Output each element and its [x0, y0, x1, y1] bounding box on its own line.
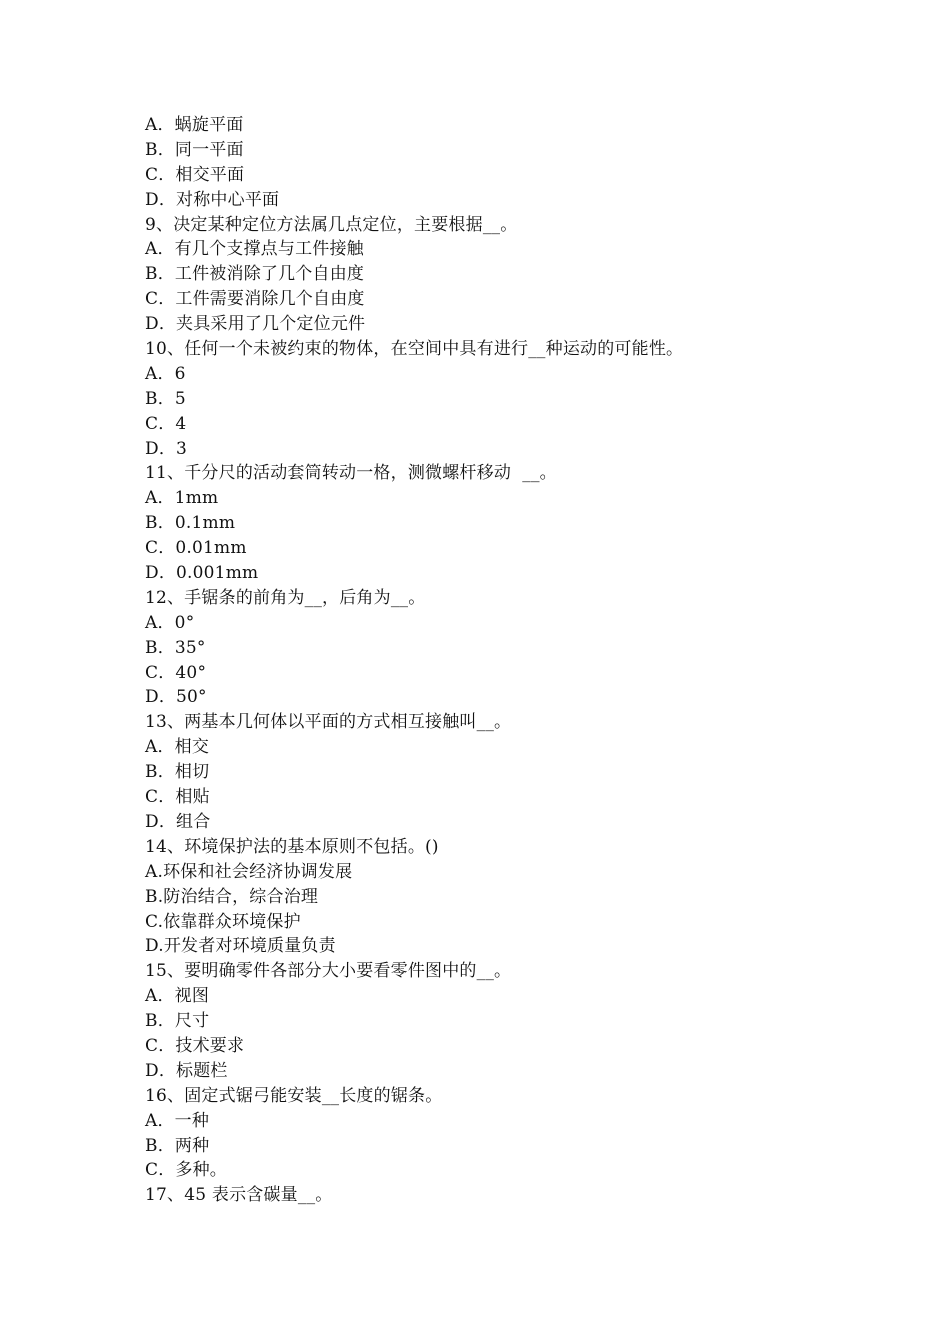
- option-line: A．相交: [145, 737, 210, 758]
- option-line: C．相交平面: [145, 164, 245, 185]
- question-line: 14、环境保护法的基本原则不包括。(): [145, 836, 439, 857]
- question-line: 9、决定某种定位方法属几点定位，主要根据__。: [145, 214, 518, 235]
- question-line: 15、要明确零件各部分大小要看零件图中的__。: [145, 961, 512, 982]
- option-line: D．组合: [145, 811, 211, 832]
- option-line: B．35°: [145, 637, 206, 658]
- option-line: B．同一平面: [145, 139, 244, 160]
- option-line: D．标题栏: [145, 1060, 228, 1081]
- option-line: D．0.001mm: [145, 563, 259, 584]
- option-line: A．0°: [145, 612, 195, 633]
- option-line: B．两种: [145, 1135, 210, 1156]
- option-line: A．一种: [145, 1110, 210, 1131]
- option-line: A．蜗旋平面: [145, 115, 244, 135]
- option-line: C．0.01mm: [145, 538, 247, 559]
- option-line: B.防治结合，综合治理: [145, 886, 319, 907]
- question-line: 11、千分尺的活动套筒转动一格，测微螺杆移动 __。: [145, 463, 557, 484]
- option-line: B．相切: [145, 762, 210, 783]
- option-line: C．40°: [145, 662, 207, 683]
- question-line: 10、任何一个未被约束的物体，在空间中具有进行__种运动的可能性。: [145, 339, 684, 360]
- option-line: A．6: [145, 363, 186, 384]
- option-line: A．视图: [145, 986, 210, 1007]
- option-line: D．3: [145, 438, 188, 459]
- option-line: B．工件被消除了几个自由度: [145, 264, 365, 285]
- question-line: 12、手锯条的前角为__，后角为__。: [145, 587, 426, 608]
- option-line: C．工件需要消除几个自由度: [145, 289, 365, 310]
- option-line: D．50°: [145, 687, 207, 708]
- option-line: B．尺寸: [145, 1011, 210, 1032]
- option-line: D．夹具采用了几个定位元件: [145, 314, 366, 335]
- option-line: A．有几个支撑点与工件接触: [145, 239, 364, 260]
- option-line: A.环保和社会经济协调发展: [145, 861, 353, 882]
- option-line: D.开发者对环境质量负责: [145, 936, 336, 957]
- question-text-block: [145, 113, 845, 1208]
- option-line: C．技术要求: [145, 1035, 245, 1056]
- question-line: 17、45 表示含碳量__。: [145, 1185, 333, 1206]
- option-line: C．多种。: [145, 1160, 228, 1181]
- option-line: C．4: [145, 413, 187, 434]
- option-line: B．5: [145, 388, 186, 409]
- option-line: D．对称中心平面: [145, 189, 280, 210]
- question-line: 13、两基本几何体以平面的方式相互接触叫__。: [145, 712, 512, 733]
- option-line: C．相贴: [145, 787, 210, 808]
- option-line: C.依靠群众环境保护: [145, 911, 301, 932]
- option-line: A．1mm: [145, 488, 219, 509]
- question-line: 16、固定式锯弓能安装__长度的锯条。: [145, 1085, 443, 1106]
- option-line: B．0.1mm: [145, 513, 236, 534]
